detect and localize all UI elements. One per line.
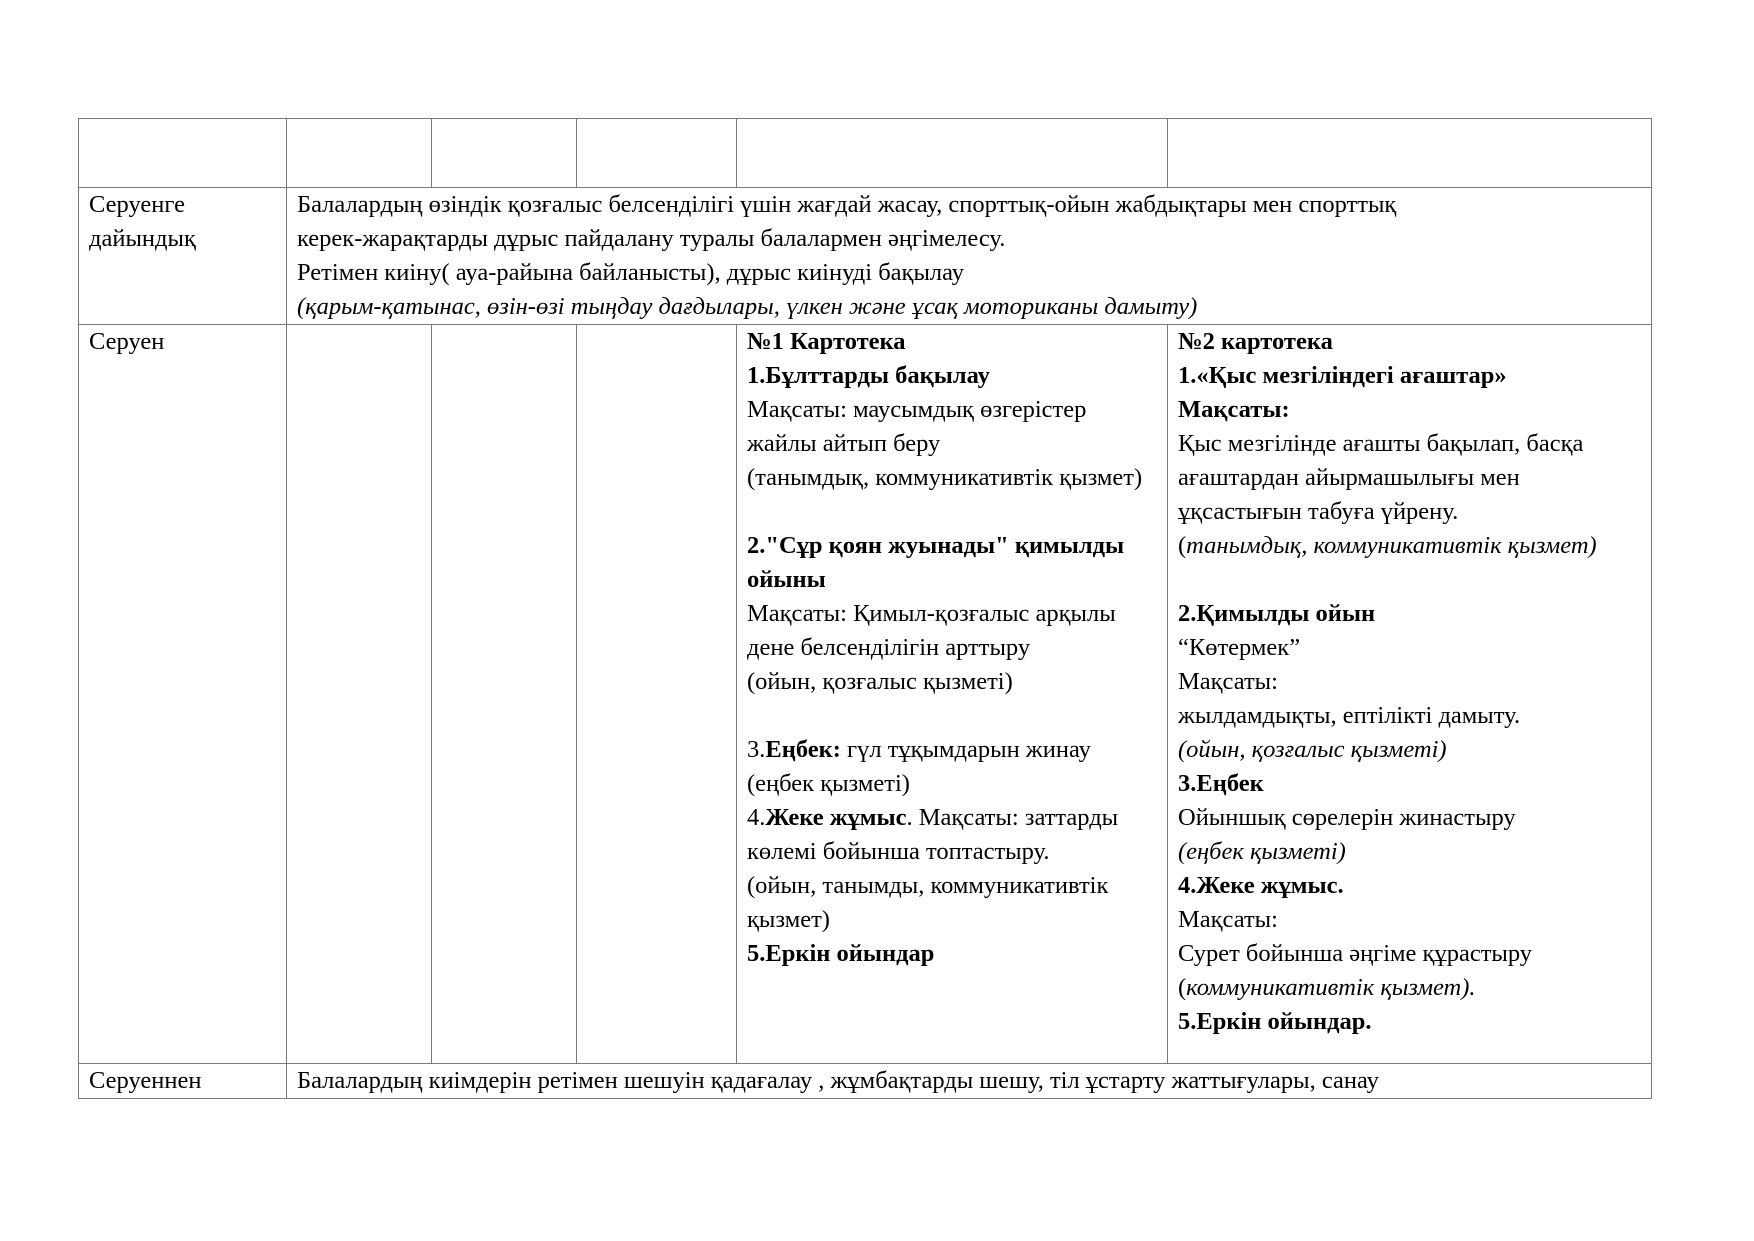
row-label bbox=[79, 325, 287, 1064]
item-goal: жылдамдықты, ептілікті дамыту. bbox=[1178, 702, 1521, 729]
paren: ( bbox=[1178, 974, 1187, 1001]
activity-note bbox=[1178, 971, 1641, 1005]
activity-text: танымдық, коммуникативтік қызмет) bbox=[1186, 532, 1597, 559]
item-title: 1.Бұлттарды бақылау bbox=[747, 362, 990, 389]
item-label: Жеке жұмыс bbox=[765, 804, 907, 831]
item-title: 1.«Қыс мезгіліндегі ағаштар» bbox=[1178, 362, 1507, 389]
spacer bbox=[1178, 563, 1641, 597]
item-goal: Мақсаты: Қимыл-қозғалыс арқылы дене белсенділігін арттыру bbox=[747, 600, 1116, 661]
activity-note: (ойын, танымды, коммуникативтік қызмет) bbox=[747, 872, 1109, 933]
item-goal: Сурет бойынша әңгіме құрастыру bbox=[1178, 940, 1533, 967]
item-title: 3.Еңбек bbox=[1178, 770, 1264, 797]
goal-label: Мақсаты: bbox=[1178, 668, 1278, 695]
activity-note: (еңбек қызметі) bbox=[747, 770, 910, 797]
item-goal: Қыс мезгілінде ағашты бақылап, басқа ағаштардан айырмашылығы мен ұқсастығын табуға үйрену. bbox=[1178, 430, 1584, 525]
card-1-cell bbox=[737, 325, 1168, 1064]
table-row bbox=[79, 1064, 1652, 1099]
item-title: 5.Еркін ойындар. bbox=[1178, 1008, 1372, 1035]
item-number: 3. bbox=[747, 736, 766, 763]
item-title: 2."Сұр қоян жуынады" қимылды ойыны bbox=[747, 532, 1125, 593]
text-line: керек-жарақтарды дұрыс пайдалану туралы балалармен әңгімелесу. bbox=[297, 225, 1006, 252]
activity-note: (қарым-қатынас, өзін-өзі тыңдау дағдылары, үлкен және ұсақ моториканы дамыту) bbox=[297, 293, 1198, 320]
row-label-text: Серуенге дайындық bbox=[89, 191, 196, 252]
table-cell bbox=[432, 325, 577, 1064]
card-2-cell bbox=[1168, 325, 1652, 1064]
activity-note: (танымдық, коммуникативтік қызмет) bbox=[747, 464, 1143, 491]
game-name: “Көтермек” bbox=[1178, 634, 1301, 661]
activity-note: (ойын, қозғалыс қызметі) bbox=[747, 668, 1013, 695]
card-title: №2 картотека bbox=[1178, 328, 1333, 355]
text-line: Ретімен киіну( ауа-райына байланысты), дұрыс киінуді бақылау bbox=[297, 259, 965, 286]
item-title: 2.Қимылды ойын bbox=[1178, 600, 1376, 627]
row-label bbox=[79, 1064, 287, 1099]
card-title: №1 Картотека bbox=[747, 328, 906, 355]
row-content bbox=[287, 1064, 1652, 1099]
table-cell bbox=[577, 119, 737, 188]
activity-note bbox=[1178, 529, 1641, 563]
row-label-text: Серуен bbox=[89, 328, 165, 355]
item-desc: . Мақсаты: заттарды көлемі бойынша топтастыру. bbox=[747, 804, 1119, 865]
table-cell bbox=[287, 325, 432, 1064]
item-number: 4. bbox=[747, 804, 766, 831]
item-text bbox=[747, 801, 1157, 869]
spacer bbox=[747, 495, 1157, 529]
activity-text: коммуникативтік қызмет). bbox=[1186, 974, 1476, 1001]
row-content bbox=[287, 188, 1652, 325]
text-line: Балалардың киімдерін ретімен шешуін қадағалау , жұмбақтарды шешу, тіл ұстарту жаттығулары, санау bbox=[297, 1067, 1379, 1094]
item-text bbox=[747, 733, 1157, 767]
item-title: 4.Жеке жұмыс. bbox=[1178, 872, 1344, 899]
item-title: 5.Еркін ойындар bbox=[747, 940, 935, 967]
table-row bbox=[79, 188, 1652, 325]
row-label-text: Серуеннен bbox=[89, 1067, 202, 1094]
daily-plan-table bbox=[78, 118, 1652, 1099]
activity-note: (ойын, қозғалыс қызметі) bbox=[1178, 736, 1447, 763]
table-cell bbox=[737, 119, 1168, 188]
table-cell bbox=[432, 119, 577, 188]
table-cell bbox=[79, 119, 287, 188]
item-label: Еңбек: bbox=[765, 736, 841, 763]
goal-label: Мақсаты: bbox=[1178, 906, 1278, 933]
goal-label: Мақсаты: bbox=[1178, 396, 1290, 423]
spacer bbox=[747, 699, 1157, 733]
table-row bbox=[79, 119, 1652, 188]
activity-note: (еңбек қызметі) bbox=[1178, 838, 1346, 865]
table-cell bbox=[287, 119, 432, 188]
paren: ( bbox=[1178, 532, 1187, 559]
item-desc: гүл тұқымдарын жинау bbox=[840, 736, 1091, 763]
item-text: Ойыншық сөрелерін жинастыру bbox=[1178, 804, 1516, 831]
table-cell bbox=[577, 325, 737, 1064]
text-line: Балалардың өзіндік қозғалыс белсенділігі үшін жағдай жасау, спорттық-ойын жабдықтары мен спорттық bbox=[297, 191, 1397, 218]
table-cell bbox=[1168, 119, 1652, 188]
row-label bbox=[79, 188, 287, 325]
item-goal: Мақсаты: маусымдық өзгерістер жайлы айтып беру bbox=[747, 396, 1087, 457]
table-row bbox=[79, 325, 1652, 1064]
